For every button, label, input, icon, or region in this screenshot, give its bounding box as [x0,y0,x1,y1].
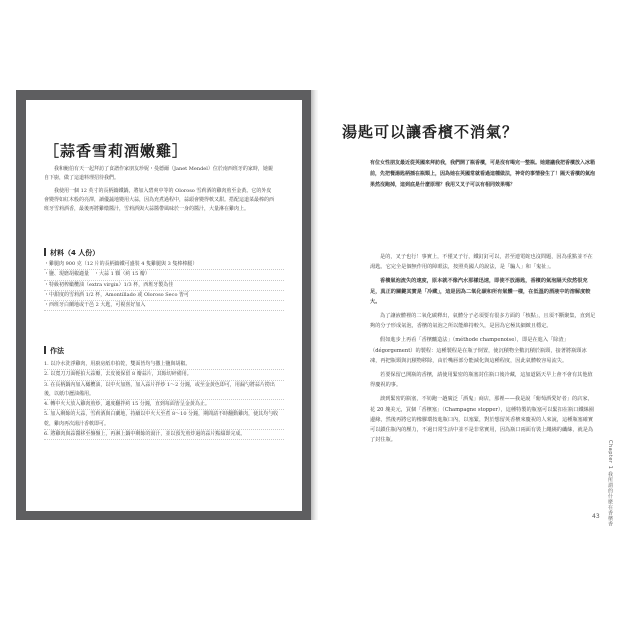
page-number: 43 [592,513,600,520]
ingredient-item: ・鹽、現磨胡椒適量 ・大蒜 1 顆（約 15 瓣） [44,270,284,280]
step-item: 3. 在長柄鍋內加入橄欖油，以中火加熱，加入蒜片拌炒 1～2 分鐘，或至金黃色即可，用漏勺將蒜片撈出後，以紙巾瀝油備用。 [44,381,284,401]
step-item: 2. 以寬刀刀面輕拍大蒜瓣，去皮後保留 8 瓣蒜片，其餘切碎備用。 [44,370,284,380]
recipe-title: ［蒜香雪莉酒嫩雞］ [44,142,189,160]
answer-paragraph: 假如進步上再看「香檳釀造法」（méthode champenoise），即是在進入「除渣」（dégorgement）的製程：這種製程是在瓶子倒置，使沉積物全數沉積於瓶頸，接著將瓶頸冰凍，再把瓶頸與沉積物移除，由於嘴唇部分能減化與這種程度，因此氣體較容易流失。 [370,337,587,364]
step-item: 1. 以冷水洗淨雞肉，用廚房紙巾拍乾，雙面皆均勻撒上鹽與胡椒。 [44,360,284,370]
ingredients-list [44,260,284,311]
intro-paragraph: 我和鮑伯有天一起拜訪了食譜作家朋友珍妮・曼德爾（Janet Mendel）位於南西班牙的家時，她親自下廚，做了這道料理招待我們。 [44,166,273,182]
intro-paragraph: 我使用一個 12 英寸的長柄鑄鐵鍋，將加入碧爽中等的 Oloroso 雪莉酒的雞肉煎至金黃。它的外皮會變得如紅木般的亮澤，讀優蔬地變用大蒜，因為充煮過程中，蒜頭會變得軟又甜。搭配這道菜最棒的西班牙雪莉酒香，最後再將雞燉醬汁，雪莉酒與大蒜醬帶風味於一身的醬汁，大量淋在雞肉上。 [44,187,275,213]
ingredient-item: ・特級初榨橄欖油（extra virgin）1/3 杯，西班牙製為佳 [44,281,284,291]
ingredient-item: ・西班牙白蘭地或干邑 2 大匙，可視喜好加入 [44,301,284,311]
ingredient-item: ・雞腿肉 900 克（12 片的長柄鑄鐵可盛裝 4 隻雞腿與 3 隻棒棒腿） [44,260,284,270]
article-body [370,252,596,449]
answer-paragraph: 是的，叉子也行！事實上，不僅叉子行，鐵釘釘可以，甚至連電蛇也沒問題，因為重點並不在湯匙。它完全是個無作用的障眼法，按照英國人的說法，是「騙人」和「鬼扯」。 [370,254,593,271]
answer-paragraph: 香檳氣泡流失的速度，原本就不像汽水那樣迅速，即使不放湯匙，香檳的氣泡隔天依然很充足，真正的關鍵其實是「冷藏」，這是因為二氧化碳和所有氣體一樣，在低溫的酒液中的溶解度較大。 [370,278,591,305]
answer-paragraph: 若要保留已開瓶的香檳，請使用緊密的瓶塞封住瓶口後冷藏，這加道隔天早上會不會有其他值得慶祝的事。 [370,372,593,389]
question-text: 有位女性朋友最近從英國來拜訪我，我們開了瓶香檳，可是沒有喝完一整瓶。她建議我把香檳放入冰箱前，先把餐湯匙柄插在瓶頸上，因為她在英國常就看過這種做法，神奇的事情發生了！隔天香檳的氣泡果然沒跑掉，這到底是什麼原理？我用又叉子可以有相同效果嗎？ [370,160,596,188]
answer-paragraph: 談到緊密的瓶塞，不妨跑一趟廣泛「酒鬼」商店，那裡——我是說「葡萄酒愛好者」的店家，花 20 塊美元，買個「香檳塞」（Champagne stopper），這種特製的瓶塞可以緊扣在瓶口鐵絲圈邊緣，然後再將它的橡膠環按進瓶口內，以塞緊，對於想留英香檳來慶祝的人來說，這種瓶塞確實可以鎖住瓶內的壓力，不過日常生活中並不是非常實用，因為瓶口兩面有裝上繩繞的纖絲，就是為了封住瓶。 [370,396,594,444]
ingredients-header: 材料（4 人份） [44,248,99,258]
recipe-intro [44,165,276,214]
step-item: 5. 加入剩餘的大蒜，雪莉酒與白蘭地，持續以中火大至煮 8～10 分鐘，期間請不時翻動雞肉，使其均勻收乾，雞肉再次湯汁香軟即可。 [44,410,284,430]
steps-header: 作法 [44,346,64,356]
answer-paragraph: 為了讓液體裡的二氧化碳釋出，氣體分子必須要有很多方面的「核點」，且須不斷聚集，直到足夠的分子形成氣泡，香檳的氣泡之所以能維持較久，是因為它極其細緻且穩定。 [370,313,596,330]
ingredient-item: ・中甜度的雪莉酒 1/2 杯，Amontillado 或 Oloroso Seco 皆可 [44,291,284,301]
chapter-side-label: Chapter 1 我所謂的什麼在香檳香 [607,440,613,527]
step-item: 4. 轉中火大放入雞肉煎炒，適度翻拌約 15 分鐘，直到每面皆呈金黃為止。 [44,400,284,410]
article-title: 湯匙可以讓香檳不消氣？ [342,123,519,141]
steps-list [44,360,284,440]
article-question [370,158,596,191]
step-item: 6. 將雞肉與蒜醬移至盤盤上，再淋上鍋中剩餘的湯汁，並以預先煎炸過的蒜片點綴即完成。 [44,430,284,440]
